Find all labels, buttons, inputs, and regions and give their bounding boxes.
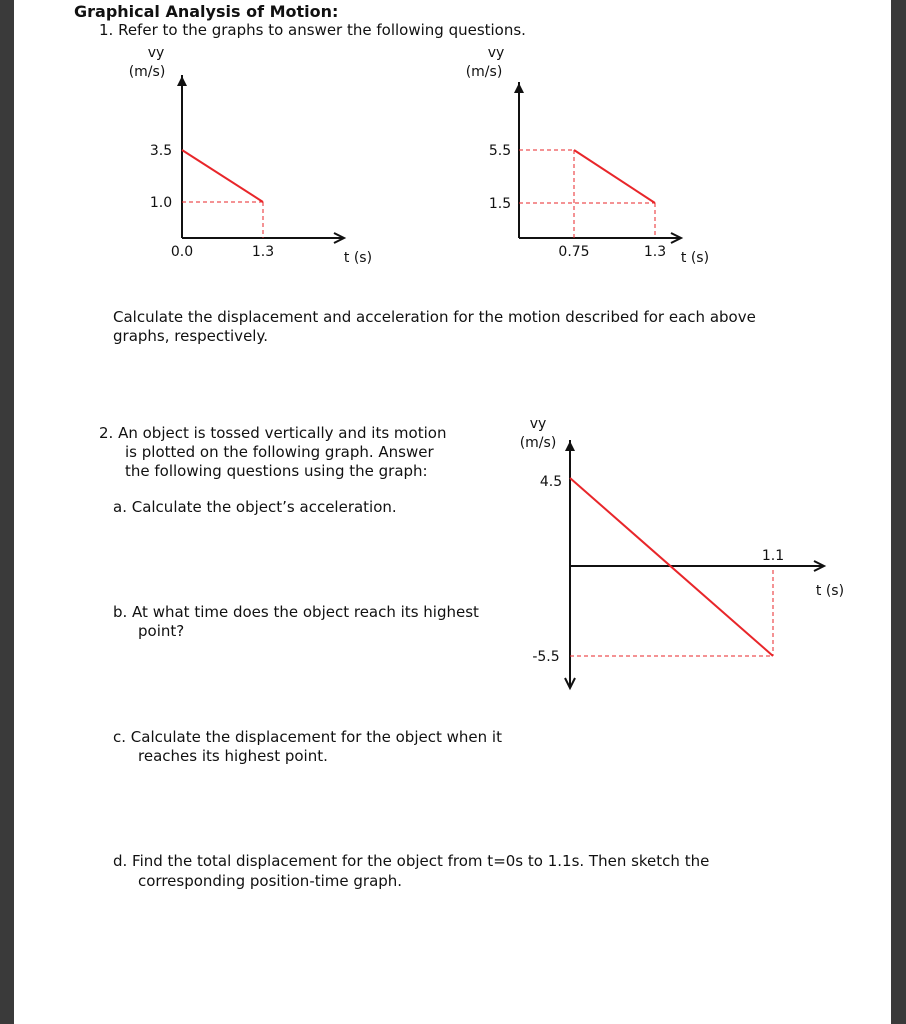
graph-2-ytick-0: 5.5 <box>488 143 512 159</box>
page-title: Graphical Analysis of Motion: <box>74 2 339 21</box>
graph-1-ytick-1: 1.0 <box>149 195 173 211</box>
question-2c-line-2: reaches its highest point. <box>138 747 328 765</box>
graph-1-ylabel: vy <box>147 45 165 61</box>
question-1-instruction-line-1: Calculate the displacement and acceleration for the motion described for each above <box>113 308 756 326</box>
graph-3-yunit: (m/s) <box>519 435 557 451</box>
question-2b-line-1: b. At what time does the object reach its highest <box>113 603 479 621</box>
graph-1-xlabel: t (s) <box>343 250 373 266</box>
question-2-intro-line-3: the following questions using the graph: <box>125 462 428 480</box>
graph-3-axes <box>565 440 824 688</box>
graph-2-ylabel: vy <box>487 45 505 61</box>
question-2-intro-line-1: 2. An object is tossed vertically and its motion <box>99 424 447 442</box>
graph-2-ytick-1: 1.5 <box>488 196 512 212</box>
graph-3-ytick-1: -5.5 <box>532 649 560 665</box>
question-2d-line-2: corresponding position-time graph. <box>138 872 403 890</box>
graph-1-yunit: (m/s) <box>128 64 166 80</box>
question-1-instruction-line-2: graphs, respectively. <box>113 327 268 345</box>
question-2a: a. Calculate the object’s acceleration. <box>113 498 397 516</box>
graph-3 <box>14 0 891 720</box>
graph-3-y-arrow-up <box>565 441 575 451</box>
graph-3-xtick-0: 1.1 <box>761 548 785 564</box>
graph-1-xtick-1: 1.3 <box>251 244 275 260</box>
graph-2-xtick-1: 1.3 <box>643 244 667 260</box>
graph-3-xlabel: t (s) <box>815 583 845 599</box>
graph-3-ylabel: vy <box>529 416 547 432</box>
graph-1-ytick-0: 3.5 <box>149 143 173 159</box>
worksheet-page <box>14 0 891 1024</box>
graph-3-ytick-0: 4.5 <box>539 474 563 490</box>
graph-1-xtick-0: 0.0 <box>170 244 194 260</box>
graph-2-xlabel: t (s) <box>680 250 710 266</box>
question-2d-line-1: d. Find the total displacement for the object from t=0s to 1.1s. Then sketch the <box>113 852 710 870</box>
graph-2-xtick-0: 0.75 <box>558 244 590 260</box>
question-2b-line-2: point? <box>138 622 185 640</box>
graph-2-yunit: (m/s) <box>465 64 503 80</box>
question-1-prompt: 1. Refer to the graphs to answer the following questions. <box>99 21 526 39</box>
question-2-intro-line-2: is plotted on the following graph. Answer <box>125 443 434 461</box>
question-2c-line-1: c. Calculate the displacement for the object when it <box>113 728 502 746</box>
